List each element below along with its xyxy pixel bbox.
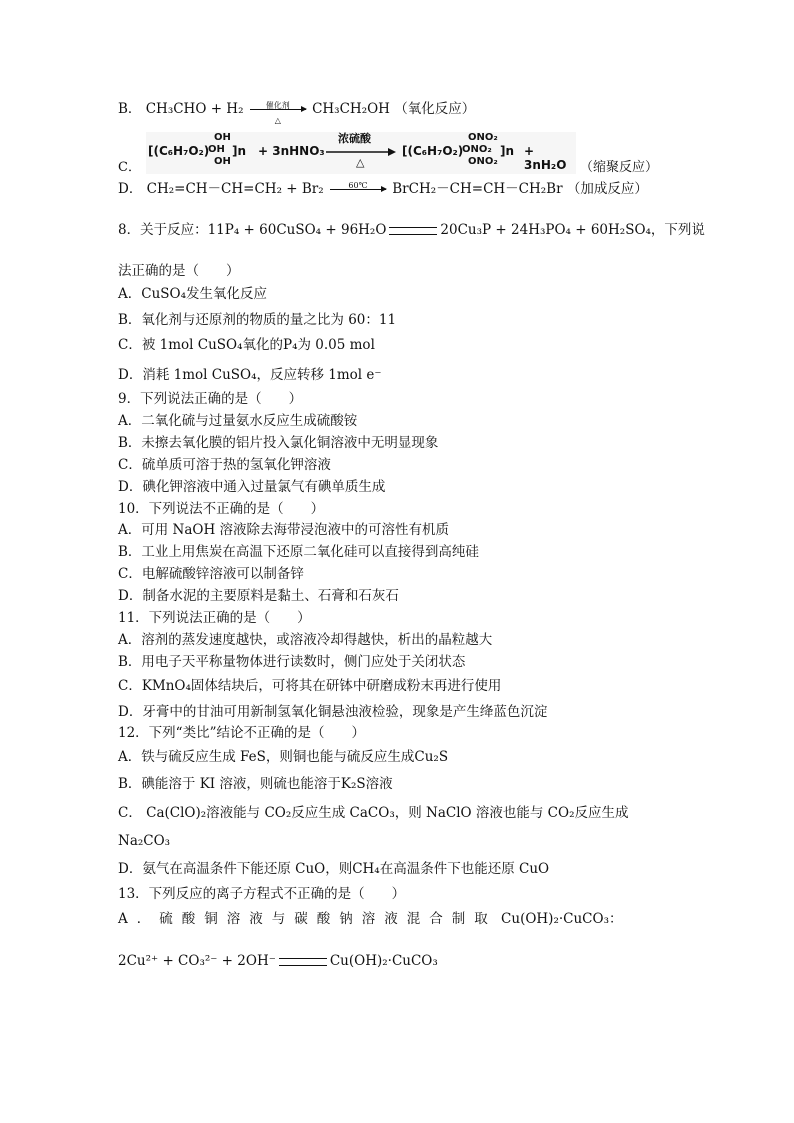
equals-sign bbox=[279, 958, 327, 966]
q12-option-d: D．氨气在高温条件下能还原 CuO，则CH₄在高温条件下也能还原 CuO bbox=[118, 861, 550, 877]
q8-stem bbox=[118, 221, 705, 239]
q8-option-b: B．氧化剂与还原剂的物质的量之比为 60：11 bbox=[118, 312, 397, 328]
q11-option-a: A．溶剂的蒸发速度越快，或溶液冷却得越快，析出的晶粒越大 bbox=[118, 632, 493, 648]
q9-option-a: A．二氧化硫与过量氨水反应生成硫酸铵 bbox=[118, 413, 358, 429]
q11-option-b: B．用电子天平称量物体进行读数时，侧门应处于关闭状态 bbox=[118, 654, 466, 670]
equation-rhs: 20Cu₃P + 24H₃PO₄ + 60H₂SO₄，下列说 bbox=[440, 222, 705, 238]
q11-stem: 11．下列说法正确的是（ ） bbox=[118, 610, 311, 626]
equation-lhs: CH₃CHO + H₂ bbox=[145, 101, 244, 117]
q8-option-a: A．CuSO₄发生氧化反应 bbox=[118, 286, 268, 302]
q10-option-b: B．工业上用焦炭在高温下还原二氧化硅可以直接得到高纯硅 bbox=[118, 544, 479, 560]
q10-option-c: C．电解硫酸锌溶液可以制备锌 bbox=[118, 566, 304, 582]
q8-option-d: D．消耗 1mol CuSO₄，反应转移 1mol e⁻ bbox=[118, 367, 382, 383]
q7-option-b bbox=[118, 100, 476, 125]
equation-lhs: 2Cu²⁺ + CO₃²⁻ + 2OH⁻ bbox=[118, 953, 276, 969]
product-water: + 3nH₂O bbox=[524, 144, 567, 172]
equals-sign bbox=[389, 227, 437, 235]
ono2-group-2: ONO₂ bbox=[462, 144, 492, 155]
q12-option-a: A．铁与硫反应生成 FeS，则铜也能与硫反应生成Cu₂S bbox=[118, 749, 449, 765]
arrow-condition-top: 浓硫酸 bbox=[338, 132, 371, 145]
oh-group-2: OH bbox=[208, 144, 225, 155]
equation-rhs: CH₃CH₂OH bbox=[312, 101, 390, 117]
reaction-arrow bbox=[326, 148, 396, 156]
ono2-group-1: ONO₂ bbox=[468, 132, 498, 143]
q8-option-c: C．被 1mol CuSO₄氧化的P₄为 0.05 mol bbox=[118, 337, 375, 353]
q13-option-a-equation bbox=[118, 952, 438, 970]
reaction-arrow bbox=[328, 181, 388, 199]
q10-option-d: D．制备水泥的主要原料是黏土、石膏和石灰石 bbox=[118, 588, 399, 604]
q9-option-b: B．未擦去氧化膜的铝片投入氯化铜溶液中无明显现象 bbox=[118, 435, 439, 451]
q8-stem-continued: 法正确的是（ ） bbox=[118, 263, 240, 279]
q11-option-c: C．KMnO₄固体结块后，可将其在研钵中研磨成粉末再进行使用 bbox=[118, 678, 502, 694]
q12-option-c-continued: Na₂CO₃ bbox=[118, 833, 171, 849]
option-a-text: A．硫酸铜溶液与碳酸钠溶液混合制取 bbox=[118, 911, 497, 927]
reaction-arrow bbox=[248, 100, 308, 125]
equation-rhs: BrCH₂－CH=CH－CH₂Br bbox=[392, 181, 563, 197]
arrow-condition-bottom: △ bbox=[356, 156, 365, 169]
q12-stem: 12．下列“类比”结论不正确的是（ ） bbox=[118, 725, 365, 741]
q10-stem: 10．下列说法不正确的是（ ） bbox=[118, 501, 325, 517]
q9-stem: 9．下列说法正确的是（ ） bbox=[118, 391, 303, 407]
reactant-cellulose: [(C₆H₇O₂) bbox=[148, 144, 210, 158]
equation-lhs: 8．关于反应：11P₄ + 60CuSO₄ + 96H₂O bbox=[118, 222, 387, 238]
equation-lhs: CH₂=CH－CH=CH₂ + Br₂ bbox=[146, 181, 324, 197]
q12-option-c: C． Ca(ClO)₂溶液能与 CO₂反应生成 CaCO₃，则 NaClO 溶液也能与 CO₂反应生成 bbox=[118, 805, 629, 821]
repeat-bracket: ]n bbox=[232, 144, 247, 158]
q11-option-d: D．牙膏中的甘油可用新制氢氧化铜悬浊液检验，现象是产生绛蓝色沉淀 bbox=[118, 704, 548, 720]
reaction-type-note: （缩聚反应） bbox=[580, 160, 659, 175]
q13-stem: 13．下列反应的离子方程式不正确的是（ ） bbox=[118, 886, 406, 902]
q7-option-d bbox=[118, 180, 648, 199]
option-label: D． bbox=[118, 181, 143, 197]
option-a-formula: Cu(OH)₂·CuCO₃： bbox=[501, 911, 623, 927]
reagent-nitric-acid: + 3nHNO₃ bbox=[258, 144, 325, 158]
arrow-condition-bottom: △ bbox=[274, 115, 281, 125]
q10-option-a: A．可用 NaOH 溶液除去海带浸泡液中的可溶性有机质 bbox=[118, 522, 450, 538]
arrow-condition-top: 催化剂 bbox=[265, 100, 290, 110]
q7-option-c bbox=[118, 132, 678, 174]
equation-rhs: Cu(OH)₂·CuCO₃ bbox=[329, 953, 438, 969]
product-nitrocellulose: [(C₆H₇O₂) bbox=[402, 144, 464, 158]
oh-group-1: OH bbox=[214, 132, 231, 143]
q9-option-d: D．碘化钾溶液中通入过量氯气有碘单质生成 bbox=[118, 479, 386, 495]
arrow-condition-top: 60℃ bbox=[348, 180, 368, 190]
oh-group-3: OH bbox=[214, 156, 231, 167]
q12-option-b: B．碘能溶于 KI 溶液，则硫也能溶于K₂S溶液 bbox=[118, 776, 393, 792]
reaction-type-note: （加成反应） bbox=[566, 181, 648, 197]
q13-option-a bbox=[118, 910, 622, 928]
repeat-bracket: ]n bbox=[500, 144, 515, 158]
q9-option-c: C．硫单质可溶于热的氢氧化钾溶液 bbox=[118, 457, 331, 473]
option-label: C． bbox=[118, 160, 141, 175]
reaction-type-note: （氧化反应） bbox=[394, 101, 476, 117]
ono2-group-3: ONO₂ bbox=[468, 156, 498, 167]
option-label: B． bbox=[118, 101, 142, 117]
nitration-equation-figure bbox=[146, 132, 576, 174]
